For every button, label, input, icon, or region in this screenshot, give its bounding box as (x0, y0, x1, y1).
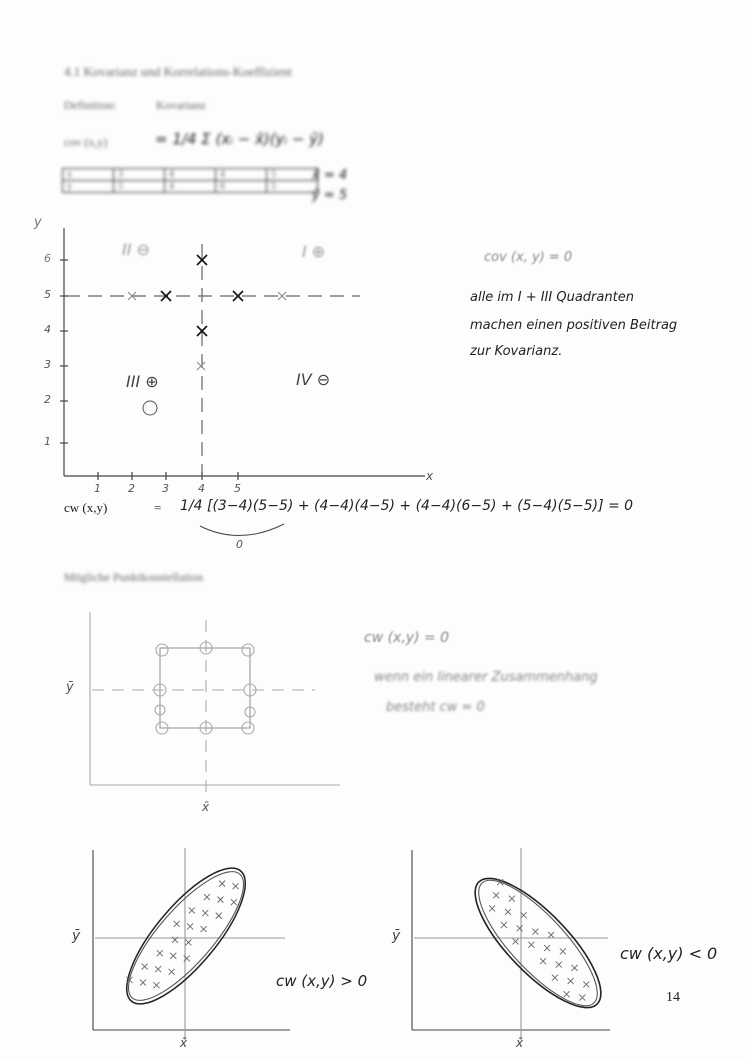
calc-expression: 1/4 [(3−4)(5−5) + (4−4)(4−5) + (4−4)(6−5) + (5−4)(5−5)] = 0 (180, 498, 634, 514)
note1-cov-zero: cov (x, y) = 0 (484, 250, 573, 265)
y-tick-label: 2 (44, 393, 51, 406)
table-cell: 4 (165, 181, 216, 193)
note2-line: wenn ein linearer Zusammenhang (374, 670, 598, 685)
x-tick-label: 5 (234, 482, 241, 495)
plot4-cov-label: cw (x,y) < 0 (620, 944, 718, 963)
y-tick-label: 3 (44, 358, 51, 371)
note1-line: zur Kovarianz. (470, 344, 563, 359)
plot3-ybar: ȳ (72, 928, 81, 944)
definition-term: Kovarianz (156, 98, 206, 112)
section-heading: 4.1 Kovarianz und Korrelations-Koeffizient (64, 64, 292, 79)
quadrant-label-II: II ⊖ (122, 240, 150, 259)
table-cell: x (63, 169, 114, 181)
plot2-ybar: ȳ (66, 680, 74, 695)
table-cell: 5 (267, 169, 318, 181)
section2-heading: Mögliche Punktkonstellation (64, 570, 203, 584)
quadrant-label-III: III ⊕ (126, 372, 159, 391)
x-axis-label: x (426, 469, 434, 483)
y-tick-label: 1 (44, 435, 51, 448)
quadrant-label-IV: IV ⊖ (296, 370, 331, 389)
scatter-plot-3 (93, 848, 290, 1040)
note2-cov-zero: cw (x,y) = 0 (364, 630, 450, 646)
calc-equals: = (154, 500, 162, 515)
calc-lhs: cw (x,y) (64, 500, 108, 515)
x-tick-label: 4 (198, 482, 205, 495)
y-mean: ȳ = 5 (312, 188, 348, 203)
table-cell: 5 (114, 181, 165, 193)
table-cell: 6 (216, 181, 267, 193)
table-cell: 3 (114, 169, 165, 181)
x-tick-label: 2 (128, 482, 135, 495)
y-tick-label: 4 (44, 323, 51, 336)
cov-formula: = 1/4 Σ (xᵢ − x̄)(yᵢ − ȳ) (155, 130, 324, 148)
plot3-cov-label: cw (x,y) > 0 (276, 972, 368, 990)
calc-under-zero: 0 (236, 538, 243, 551)
y-axis-label: y (34, 215, 42, 230)
x-tick-label: 3 (162, 482, 169, 495)
table-cell: 4 (216, 169, 267, 181)
definition-label: Definition: (64, 98, 117, 112)
page-number: 14 (666, 990, 680, 1005)
note2-line: besteht cw = 0 (386, 700, 485, 715)
x-tick-label: 1 (94, 482, 101, 495)
table-cell: y (63, 181, 114, 193)
plot2-xbar: x̄ (202, 800, 210, 814)
plot4-xbar: x̄ (516, 1036, 524, 1050)
x-mean: x̄ = 4 (312, 168, 348, 183)
plot3-xbar: x̄ (180, 1036, 188, 1050)
y-tick-label: 6 (44, 252, 51, 265)
scatter-plot-4 (412, 848, 619, 1040)
plot4-ybar: ȳ (392, 928, 401, 944)
note1-line: alle im I + III Quadranten (470, 290, 634, 305)
table-cell: 4 (165, 169, 216, 181)
cov-lhs: cov (x,y) (64, 135, 108, 149)
y-tick-label: 5 (44, 288, 51, 301)
note1-line: machen einen positiven Beitrag (470, 318, 678, 333)
scatter-plot-2 (90, 612, 340, 800)
quadrant-label-I: I ⊕ (302, 242, 326, 261)
table-cell: 5 (267, 181, 318, 193)
